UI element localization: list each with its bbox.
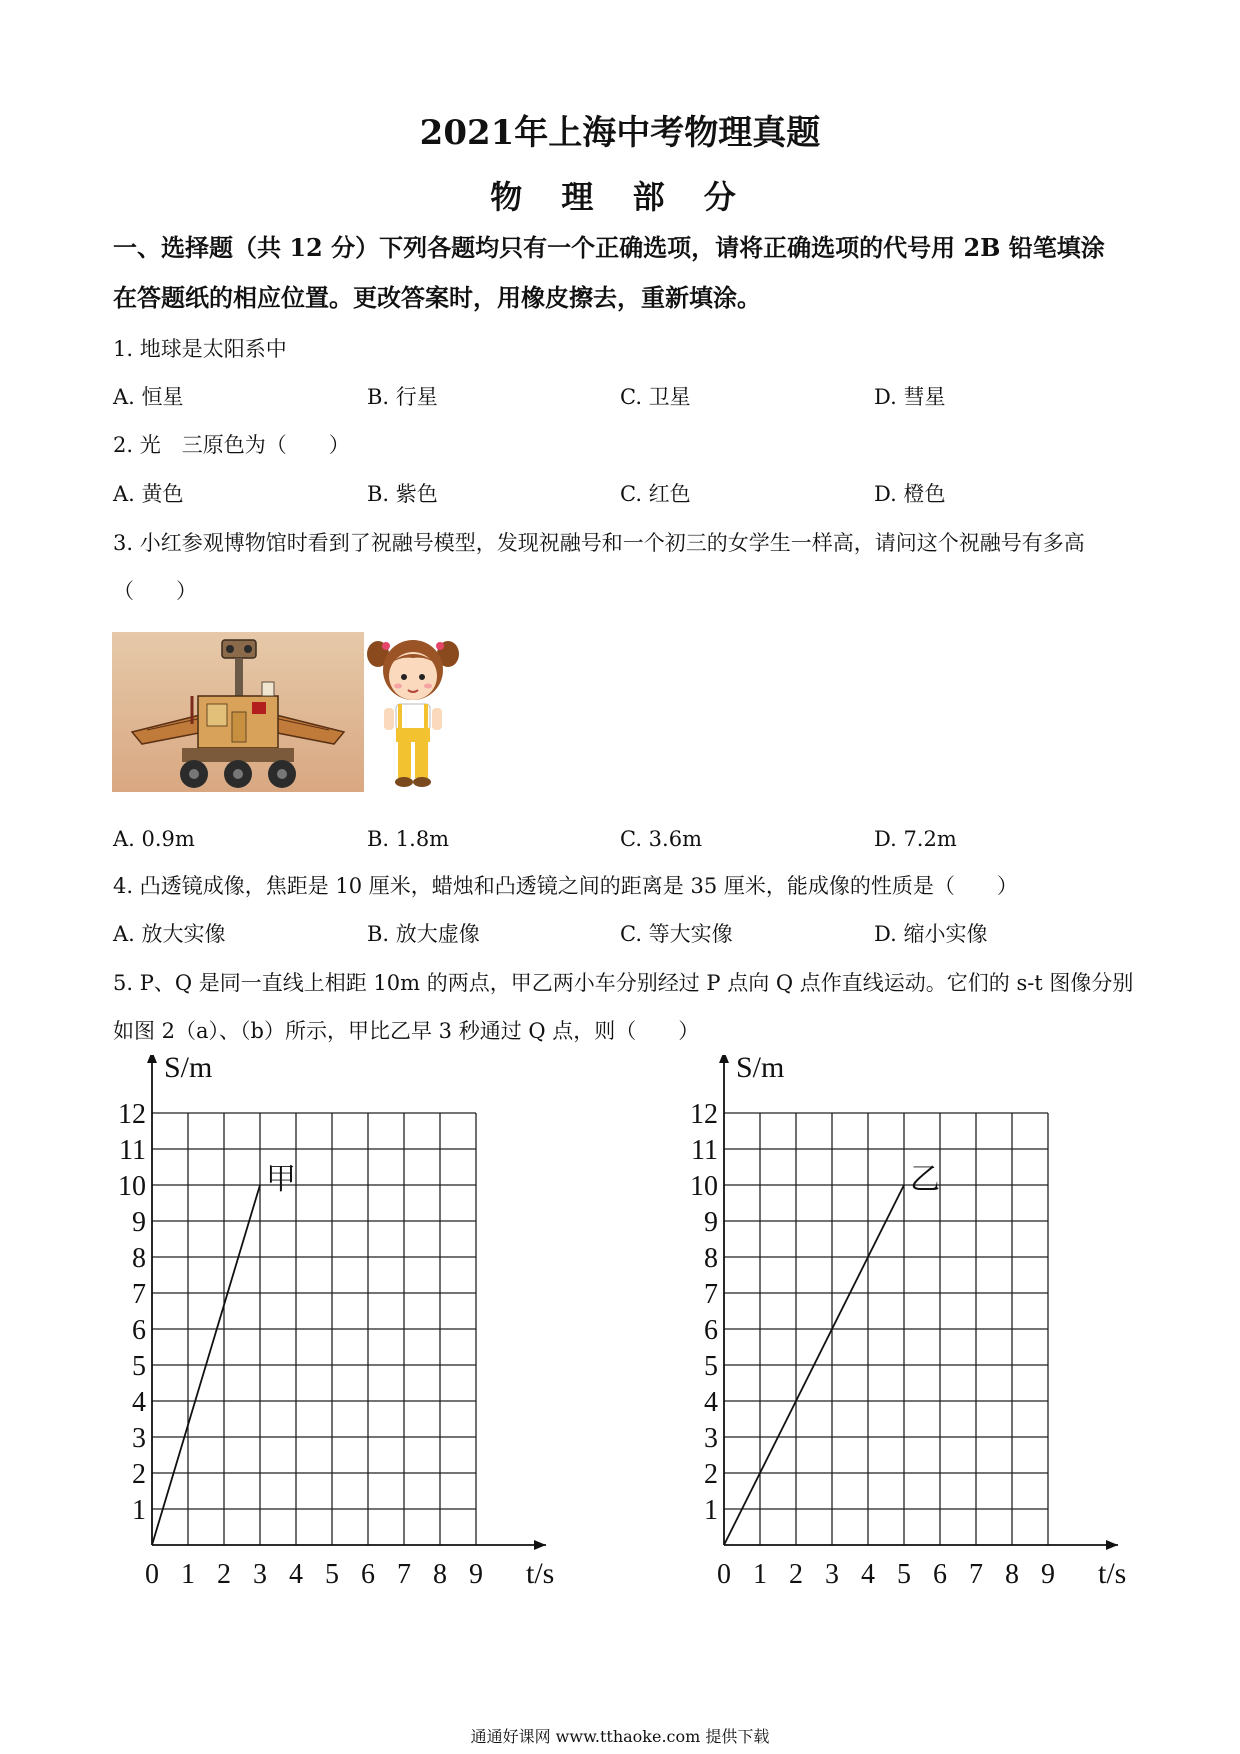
page-subtitle: 物 理 部 分 xyxy=(490,178,750,216)
y-tick-label: 6 xyxy=(132,1315,146,1346)
q2-option-a: A. 黄色 xyxy=(113,482,184,506)
y-tick-label: 4 xyxy=(132,1387,146,1418)
series-label: 乙 xyxy=(910,1163,940,1196)
x-axis-arrow xyxy=(1106,1540,1118,1550)
x-tick-label: 6 xyxy=(933,1559,947,1590)
st-chart-b-svg xyxy=(682,1055,1142,1600)
y-axis-arrow xyxy=(719,1055,729,1063)
x-tick-label: 4 xyxy=(861,1559,875,1590)
x-tick-label: 0 xyxy=(145,1559,159,1590)
x-axis-label: t/s xyxy=(1098,1557,1127,1590)
q1-option-b: B. 行星 xyxy=(367,385,438,409)
q4-option-b: B. 放大虚像 xyxy=(367,922,480,946)
x-tick-label: 2 xyxy=(789,1559,803,1590)
question-2: 2. 光 三原色为（ ） xyxy=(113,433,350,457)
y-tick-label: 9 xyxy=(132,1207,146,1238)
section-heading-line-1: 一、选择题（共 12 分）下列各题均只有一个正确选项，请将正确选项的代号用 2B 铅笔填涂 xyxy=(113,233,1105,262)
y-tick-label: 3 xyxy=(704,1423,718,1454)
footer-credit: 通通好课网 www.tthaoke.com 提供下载 xyxy=(470,1727,770,1746)
q2-option-d: D. 橙色 xyxy=(874,482,946,506)
x-tick-label: 7 xyxy=(969,1559,983,1590)
x-tick-label: 7 xyxy=(397,1559,411,1590)
question-5-line-2: 如图 2（a）、（b）所示，甲比乙早 3 秒通过 Q 点，则（ ） xyxy=(113,1019,700,1043)
y-tick-label: 4 xyxy=(704,1387,718,1418)
page-title: 2021年上海中考物理真题 xyxy=(419,113,821,153)
q1-option-d: D. 彗星 xyxy=(874,385,946,409)
y-tick-label: 10 xyxy=(118,1171,146,1202)
y-tick-label: 6 xyxy=(704,1315,718,1346)
question-5: 5. P、Q 是同一直线上相距 10m 的两点，甲乙两小车分别经过 P 点向 Q 点作直线运动。它们的 s-t 图像分别 xyxy=(113,971,1134,995)
y-tick-label: 1 xyxy=(132,1495,146,1526)
y-tick-label: 5 xyxy=(704,1351,718,1382)
y-tick-label: 11 xyxy=(119,1135,146,1166)
question-3: 3. 小红参观博物馆时看到了祝融号模型，发现祝融号和一个初三的女学生一样高，请问这个祝融号有多高 xyxy=(113,531,1085,555)
x-tick-label: 9 xyxy=(1041,1559,1055,1590)
x-tick-label: 3 xyxy=(253,1559,267,1590)
x-tick-label: 4 xyxy=(289,1559,303,1590)
q2-option-b: B. 紫色 xyxy=(367,482,438,506)
q3-option-d: D. 7.2m xyxy=(874,827,957,851)
x-tick-label: 9 xyxy=(469,1559,483,1590)
q4-option-d: D. 缩小实像 xyxy=(874,922,988,946)
y-tick-label: 9 xyxy=(704,1207,718,1238)
rover-model-photo xyxy=(112,632,364,792)
y-tick-label: 7 xyxy=(132,1279,146,1310)
x-tick-label: 8 xyxy=(433,1559,447,1590)
y-axis-label: S/m xyxy=(736,1055,785,1084)
q1-option-c: C. 卫星 xyxy=(620,385,691,409)
q1-option-a: A. 恒星 xyxy=(113,385,184,409)
st-chart-a-svg xyxy=(110,1055,570,1600)
q3-option-a: A. 0.9m xyxy=(113,827,195,851)
y-tick-label: 7 xyxy=(704,1279,718,1310)
question-4: 4. 凸透镜成像，焦距是 10 厘米，蜡烛和凸透镜之间的距离是 35 厘米，能成像的性质是（ ） xyxy=(113,874,1018,898)
x-tick-label: 6 xyxy=(361,1559,375,1590)
x-tick-label: 1 xyxy=(181,1559,195,1590)
girl-illustration xyxy=(366,632,460,792)
y-tick-label: 8 xyxy=(704,1243,718,1274)
series-label: 甲 xyxy=(266,1163,296,1196)
question-1: 1. 地球是太阳系中 xyxy=(113,337,287,361)
y-tick-label: 2 xyxy=(132,1459,146,1490)
y-tick-label: 5 xyxy=(132,1351,146,1382)
x-tick-label: 8 xyxy=(1005,1559,1019,1590)
x-tick-label: 5 xyxy=(897,1559,911,1590)
x-axis-arrow xyxy=(534,1540,546,1550)
question-3-paren: （ ） xyxy=(113,579,197,603)
y-tick-label: 12 xyxy=(118,1099,146,1130)
y-axis-arrow xyxy=(147,1055,157,1063)
y-tick-label: 1 xyxy=(704,1495,718,1526)
y-tick-label: 10 xyxy=(690,1171,718,1202)
x-tick-label: 5 xyxy=(325,1559,339,1590)
x-tick-label: 0 xyxy=(717,1559,731,1590)
q2-option-c: C. 红色 xyxy=(620,482,691,506)
x-axis-label: t/s xyxy=(526,1557,555,1590)
q3-option-b: B. 1.8m xyxy=(367,827,450,851)
x-tick-label: 1 xyxy=(753,1559,767,1590)
y-tick-label: 3 xyxy=(132,1423,146,1454)
x-tick-label: 2 xyxy=(217,1559,231,1590)
st-chart-a xyxy=(110,1055,570,1604)
y-tick-label: 2 xyxy=(704,1459,718,1490)
y-axis-label: S/m xyxy=(164,1055,213,1084)
q4-option-c: C. 等大实像 xyxy=(620,922,733,946)
st-chart-b xyxy=(682,1055,1142,1604)
y-tick-label: 8 xyxy=(132,1243,146,1274)
q3-option-c: C. 3.6m xyxy=(620,827,702,851)
section-heading-line-2: 在答题纸的相应位置。更改答案时，用橡皮擦去，重新填涂。 xyxy=(113,283,761,312)
x-tick-label: 3 xyxy=(825,1559,839,1590)
q4-option-a: A. 放大实像 xyxy=(113,922,226,946)
y-tick-label: 12 xyxy=(690,1099,718,1130)
y-tick-label: 11 xyxy=(691,1135,718,1166)
